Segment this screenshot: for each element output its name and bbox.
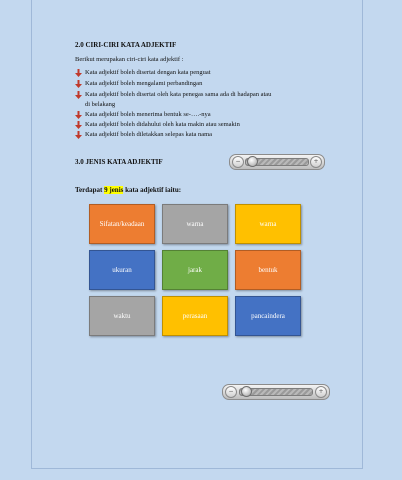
minus-icon[interactable]: − (232, 156, 244, 168)
list-item: Kata adjektif boleh diletakkan selepas kata nama (85, 131, 212, 138)
slider-knob[interactable] (241, 386, 252, 397)
section-3-intro: Terdapat 9 jenis kata adjektif iaitu: (75, 186, 182, 194)
arrow-down-icon (75, 131, 82, 139)
tile-perasaan[interactable]: perasaan (162, 296, 228, 336)
arrow-down-icon (75, 121, 82, 129)
tile-pancaindera[interactable]: pancaindera (235, 296, 301, 336)
list-item: Kata adjektif boleh disertai oleh kata penegas sama ada di hadapan atau (85, 91, 271, 98)
list-item-continuation: di belakang (85, 101, 116, 108)
tile-jarak[interactable]: jarak (162, 250, 228, 290)
tile-sifatan[interactable]: Sifatan/keadaan (89, 204, 155, 244)
list-item: Kata adjektif boleh mengalami perbandingan (85, 80, 202, 87)
tile-ukuran[interactable]: ukuran (89, 250, 155, 290)
arrow-down-icon (75, 91, 82, 99)
slider-control[interactable] (229, 154, 325, 170)
slider-knob[interactable] (247, 156, 258, 167)
highlight: 9 jenis (104, 186, 124, 194)
arrow-down-icon (75, 80, 82, 88)
plus-icon[interactable]: + (315, 386, 327, 398)
section-3-heading: 3.0 JENIS KATA ADJEKTIF (75, 158, 163, 166)
plus-icon[interactable]: + (310, 156, 322, 168)
arrow-down-icon (75, 111, 82, 119)
arrow-down-icon (75, 69, 82, 77)
slider-control-bottom[interactable] (222, 384, 330, 400)
tile-waktu[interactable]: waktu (89, 296, 155, 336)
tile-warna-2[interactable]: warna (235, 204, 301, 244)
section-2-heading: 2.0 CIRI-CIRI KATA ADJEKTIF (75, 41, 177, 49)
tile-warna[interactable]: warna (162, 204, 228, 244)
tile-bentuk[interactable]: bentuk (235, 250, 301, 290)
minus-icon[interactable]: − (225, 386, 237, 398)
list-item: Kata adjektif boleh didahului oleh kata makin atau semakin (85, 121, 240, 128)
section-2-intro: Berikut merupakan ciri-ciri kata adjektif : (75, 56, 184, 63)
list-item: Kata adjektif boleh menerima bentuk se-….-nya (85, 111, 211, 118)
list-item: Kata adjektif boleh disertai dengan kata penguat (85, 69, 211, 76)
